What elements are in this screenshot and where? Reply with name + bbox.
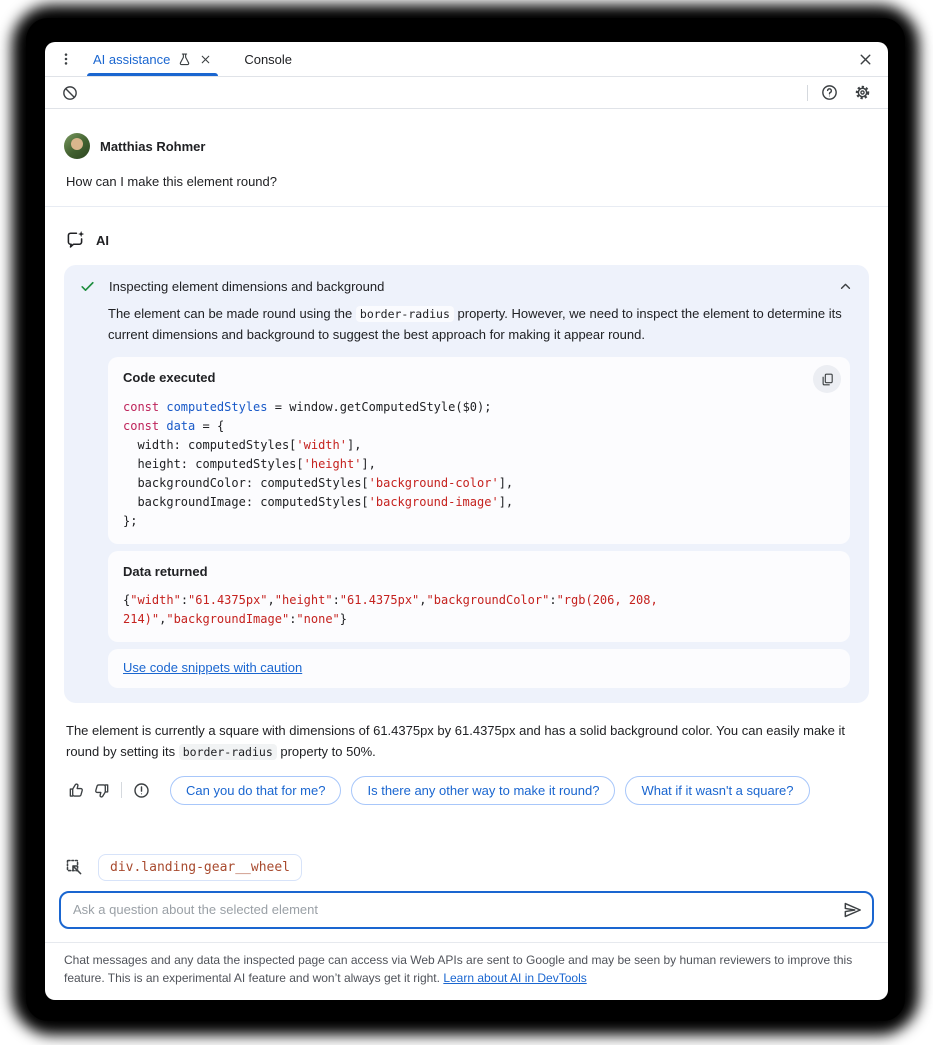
selected-element-row — [64, 854, 869, 881]
experiment-flask-icon — [177, 52, 192, 67]
report-icon[interactable] — [129, 778, 154, 803]
toolbar — [45, 77, 888, 109]
window-close-icon[interactable] — [855, 49, 876, 70]
inline-code-chip: border-radius — [179, 744, 277, 760]
tab-ai-assistance[interactable] — [85, 42, 220, 76]
ai-summary-text: The element is currently a square with dimensions of 61.4375px by 61.4375px and has a solid background color. You can easily make it round by setting its — [66, 722, 846, 759]
chat-content — [45, 109, 888, 942]
help-icon[interactable] — [818, 81, 841, 104]
data-returned-card — [108, 551, 850, 643]
tab-bar — [45, 42, 888, 77]
ai-sparkle-bubble-icon — [64, 229, 86, 251]
ask-question-input[interactable] — [59, 891, 874, 929]
ai-message-header — [64, 229, 869, 251]
step-body — [108, 304, 850, 688]
disclaimer-footer — [45, 942, 888, 1000]
block-icon[interactable] — [59, 82, 81, 104]
copy-icon[interactable] — [813, 365, 841, 393]
selected-element-chip[interactable]: div.landing-gear__wheel — [98, 854, 302, 881]
message-divider — [45, 206, 888, 207]
inline-code-chip: border-radius — [356, 306, 454, 322]
check-icon — [79, 278, 96, 295]
tab-console-label: Console — [244, 51, 293, 67]
ai-step-panel — [64, 265, 869, 703]
code-executed-body: const computedStyles = window.getComputedStyle($0); const data = { width: computedStyles['width'], height: computedStyles['height'], backgroundColor: computedStyles['background-color'], backgroundImage: computedStyles['background-image'], }; — [123, 399, 514, 528]
tab-console[interactable] — [236, 42, 300, 76]
thumbs-down-icon[interactable] — [89, 778, 114, 803]
step-paragraph — [108, 304, 850, 345]
user-name: Matthias Rohmer — [100, 138, 206, 154]
caution-link[interactable]: Use code snippets with caution — [123, 660, 303, 676]
disclaimer-text: Chat messages and any data the inspected page can access via Web APIs are sent to Google and may be seen by human reviewers to improve this feature. This is an experimental AI feature and won’t always get it right. — [64, 952, 853, 986]
chevron-up-icon[interactable] — [837, 278, 854, 295]
data-returned-body: {"width":"61.4375px","height":"61.4375px","backgroundColor":"rgb(206, 208, 214)","backgroundImage":"none"} — [123, 593, 665, 627]
code-executed-card — [108, 357, 850, 544]
suggestion-chip[interactable]: What if it wasn't a square? — [625, 776, 809, 805]
caution-card — [108, 649, 850, 688]
feedback-divider — [121, 782, 122, 798]
step-paragraph-text: The element can be made round using the — [108, 306, 356, 321]
suggestion-chip[interactable]: Can you do that for me? — [170, 776, 341, 805]
toolbar-divider — [807, 85, 808, 101]
send-icon[interactable] — [840, 897, 865, 922]
step-header[interactable] — [79, 278, 854, 295]
suggestion-chips — [170, 776, 869, 805]
gear-icon[interactable] — [851, 81, 874, 104]
flex-spacer — [64, 805, 869, 842]
step-paragraph-text-after: property. However, we need to inspect the element to determine its current dimensions and background to suggest the best approach for making it appear round. — [108, 306, 842, 342]
ai-summary — [66, 720, 867, 762]
user-message-header — [64, 133, 869, 159]
suggestion-chip[interactable]: Is there any other way to make it round? — [351, 776, 615, 805]
feedback-row — [64, 776, 869, 805]
user-message: How can I make this element round? — [66, 174, 277, 189]
devtools-ai-panel-window — [45, 42, 888, 1000]
thumbs-up-icon[interactable] — [64, 778, 89, 803]
learn-about-ai-link[interactable]: Learn about AI in DevTools — [443, 971, 587, 986]
step-title: Inspecting element dimensions and background — [109, 279, 385, 294]
tab-close-icon[interactable] — [199, 53, 212, 66]
kebab-menu-icon[interactable] — [55, 48, 77, 70]
code-executed-title: Code executed — [123, 370, 216, 386]
ai-label: AI — [96, 232, 109, 248]
avatar — [64, 133, 90, 159]
data-returned-title: Data returned — [123, 563, 208, 579]
ai-summary-text-after: property to 50%. — [276, 743, 376, 759]
prompt-input-row — [59, 891, 874, 929]
tab-ai-assistance-label: AI assistance — [93, 51, 171, 67]
inspect-element-icon[interactable] — [64, 857, 85, 878]
